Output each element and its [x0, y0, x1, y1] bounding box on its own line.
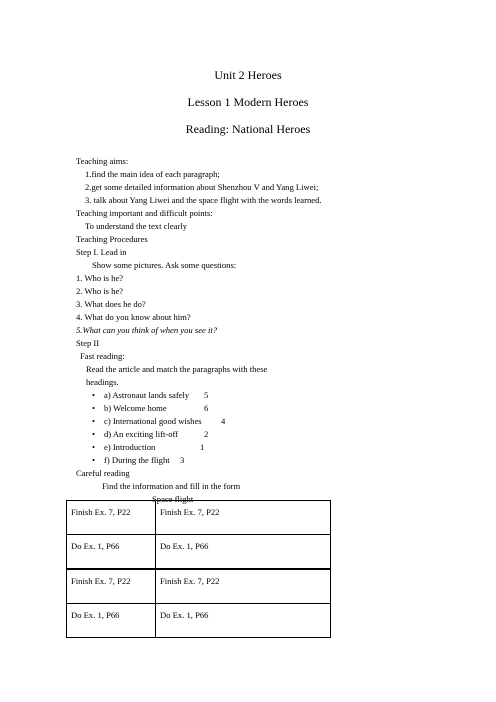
- step1-heading: Step I. Lead in: [76, 247, 127, 257]
- table-cell: Finish Ex. 7, P22: [156, 569, 331, 604]
- question-item: 2. Who is he?: [76, 286, 124, 296]
- fast-reading-heading: Fast reading:: [80, 351, 125, 361]
- table-cell: Finish Ex. 7, P22: [156, 501, 331, 535]
- bullet-icon: •: [92, 429, 96, 439]
- question-item: 1. Who is he?: [76, 273, 124, 283]
- table-cell: Do Ex. 1, P66: [67, 535, 156, 570]
- heading-text: d) An exciting lift-off: [104, 429, 179, 439]
- fast-reading-instruction: Read the article and match the paragraphs with these: [86, 364, 268, 374]
- table-caption: Space flight: [152, 494, 194, 504]
- fast-reading-instruction: headings.: [86, 377, 119, 387]
- bullet-icon: •: [92, 455, 96, 465]
- question-item: 3. What does he do?: [76, 299, 146, 309]
- table-row: [67, 535, 331, 570]
- question-item: 5.What can you think of when you see it?: [76, 325, 218, 335]
- step1-text: Show some pictures. Ask some questions:: [92, 260, 237, 270]
- step2-heading: Step II: [76, 338, 100, 348]
- aim-item: 2.get some detailed information about Shenzhou V and Yang Liwei;: [85, 182, 319, 192]
- heading-text: a) Astronaut lands safely: [104, 390, 190, 400]
- paragraph-number: 3: [180, 455, 185, 465]
- table-cell: Do Ex. 1, P66: [156, 604, 331, 638]
- unit-title: Unit 2 Heroes: [214, 68, 282, 82]
- careful-reading-instruction: Find the information and fill in the form: [102, 481, 241, 491]
- paragraph-number: 2: [204, 429, 209, 439]
- bullet-icon: •: [92, 416, 96, 426]
- table-cell: Do Ex. 1, P66: [67, 604, 156, 638]
- important-heading: Teaching important and difficult points:: [76, 208, 213, 218]
- heading-text: c) International good wishes: [104, 416, 202, 426]
- aim-item: 3. talk about Yang Liwei and the space flight with the words learned.: [85, 195, 322, 205]
- bullet-icon: •: [92, 403, 96, 413]
- heading-text: e) Introduction: [104, 442, 156, 452]
- table-row: [67, 501, 331, 535]
- bullet-icon: •: [92, 442, 96, 452]
- table-cell: Finish Ex. 7, P22: [67, 501, 156, 535]
- table-cell: Finish Ex. 7, P22: [67, 569, 156, 604]
- space-flight-table: [66, 500, 331, 638]
- reading-title: Reading: National Heroes: [185, 122, 311, 136]
- procedures-heading: Teaching Procedures: [76, 234, 148, 244]
- paragraph-number: 5: [204, 390, 209, 400]
- table-row: [67, 569, 331, 604]
- heading-text: b) Welcome home: [104, 403, 167, 413]
- question-item: 4. What do you know about him?: [76, 312, 191, 322]
- aim-item: 1.find the main idea of each paragraph;: [85, 169, 220, 179]
- paragraph-number: 1: [200, 442, 205, 452]
- aims-heading: Teaching aims:: [76, 156, 129, 166]
- careful-reading-heading: Careful reading: [76, 468, 130, 478]
- paragraph-number: 6: [204, 403, 209, 413]
- important-text: To understand the text clearly: [85, 221, 188, 231]
- paragraph-number: 4: [221, 416, 226, 426]
- table-cell: Do Ex. 1, P66: [156, 535, 331, 570]
- lesson-title: Lesson 1 Modern Heroes: [187, 95, 309, 109]
- bullet-icon: •: [92, 390, 96, 400]
- heading-text: f) During the flight: [104, 455, 170, 465]
- table-row: [67, 604, 331, 638]
